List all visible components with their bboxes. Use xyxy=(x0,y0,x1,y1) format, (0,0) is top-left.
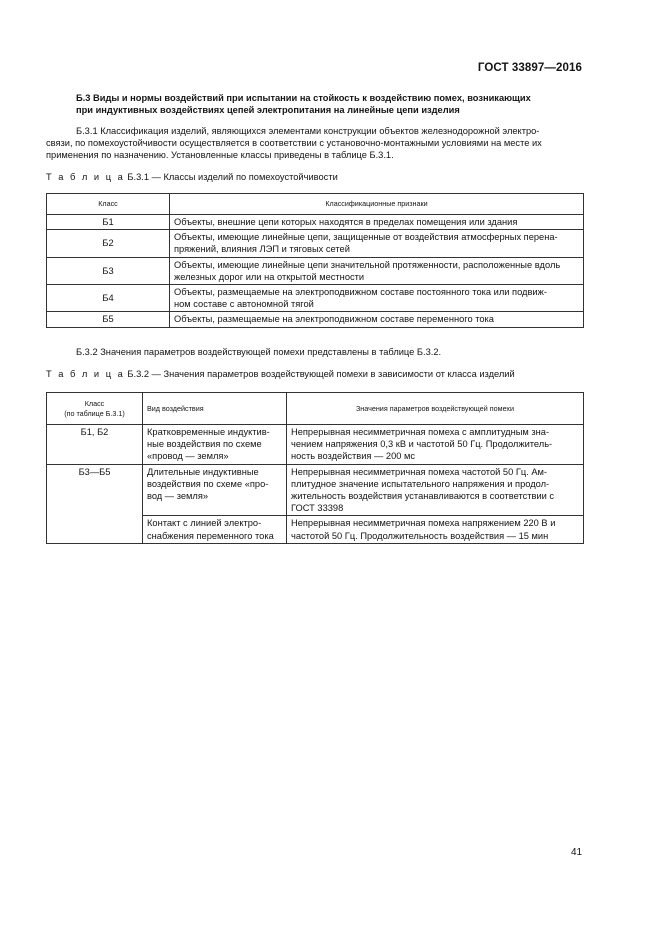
paragraph-line: Б.3.1 Классификация изделий, являющихся элементами конструкции объектов железнодорожной электро- xyxy=(76,126,540,136)
caption-prefix: Т а б л и ц а xyxy=(46,369,125,379)
table-row xyxy=(47,285,584,312)
table-row xyxy=(47,230,584,257)
class-cell: Б1 xyxy=(47,215,170,230)
caption-prefix: Т а б л и ц а xyxy=(46,172,125,182)
section-title-line: Б.3 Виды и нормы воздействий при испытании на стойкость к воздействию помех, возникающих xyxy=(76,93,531,103)
table1-caption xyxy=(46,171,338,183)
class-cell: Б2 xyxy=(47,230,170,257)
paragraph-b31 xyxy=(46,125,581,162)
table-row xyxy=(47,257,584,284)
type-cell: Контакт с линией электро- снабжения переменного тока xyxy=(143,516,287,543)
class-cell: Б4 xyxy=(47,285,170,312)
paragraph-line: применения по назначению. Установленные классы приведены в таблице Б.3.1. xyxy=(46,150,394,161)
caption-text: Б.3.1 — Классы изделий по помехоустойчивости xyxy=(124,172,338,182)
table2-caption xyxy=(46,368,515,380)
header-type: Вид воздействия xyxy=(143,393,287,425)
table-parameters xyxy=(46,392,584,544)
document-id: ГОСТ 33897—2016 xyxy=(477,62,582,74)
type-cell: Кратковременные индуктив- ные воздействия по схеме «провод — земля» xyxy=(143,425,287,465)
header-values: Значения параметров воздействующей помехи xyxy=(287,393,584,425)
type-cell: Длительные индуктивные воздействия по схеме «про- вод — земля» xyxy=(143,464,287,516)
table-classes xyxy=(46,193,584,328)
table-row xyxy=(47,312,584,327)
value-cell: Непрерывная несимметричная помеха напряжением 220 В и частотой 50 Гц. Продолжительность воздействия — 15 мин xyxy=(287,516,584,543)
class-cell: Б1, Б2 xyxy=(47,425,143,465)
table-row xyxy=(47,215,584,230)
class-cell: Б3—Б5 xyxy=(47,464,143,543)
class-cell: Б5 xyxy=(47,312,170,327)
criteria-cell: Объекты, размещаемые на электроподвижном составе переменного тока xyxy=(170,312,584,327)
section-title xyxy=(76,92,581,116)
section-title-line: при индуктивных воздействиях цепей электропитания на линейные цепи изделия xyxy=(76,105,460,116)
criteria-cell: Объекты, внешние цепи которых находятся в пределах помещения или здания xyxy=(170,215,584,230)
table-row xyxy=(47,425,584,465)
paragraph-line: связи, по помехоустойчивости осуществляется в соответствии с установочно-монтажными условиями на месте их xyxy=(46,138,542,149)
table-row xyxy=(47,464,584,516)
criteria-cell: Объекты, имеющие линейные цепи значительной протяженности, расположенные вдоль железных дорог или на открытой местности xyxy=(170,257,584,284)
paragraph-b32: Б.3.2 Значения параметров воздействующей помехи представлены в таблице Б.3.2. xyxy=(76,347,442,357)
class-cell: Б3 xyxy=(47,257,170,284)
header-class: Класс xyxy=(47,194,170,215)
caption-text: Б.3.2 — Значения параметров воздействующей помехи в зависимости от класса изделий xyxy=(124,369,515,379)
value-cell: Непрерывная несимметричная помеха с амплитудным зна- чением напряжения 0,3 кВ и частотой 50 Гц. Продолжитель- ность воздействия — 200 мс xyxy=(287,425,584,465)
header-class: Класс (по таблице Б.3.1) xyxy=(47,393,143,425)
criteria-cell: Объекты, имеющие линейные цепи, защищенные от воздействия атмосферных перена- пряжений, влияния ЛЭП и тяговых сетей xyxy=(170,230,584,257)
page-number: 41 xyxy=(571,847,583,858)
value-cell: Непрерывная несимметричная помеха частотой 50 Гц. Ам- плитудное значение испытательного напряжения и продол- жительность воздействия устанавливаются в соответствии с ГОСТ 33398 xyxy=(287,464,584,516)
criteria-cell: Объекты, размещаемые на электроподвижном составе постоянного тока или подвиж- ном составе с автономной тягой xyxy=(170,285,584,312)
header-criteria: Классификационные признаки xyxy=(170,194,584,215)
